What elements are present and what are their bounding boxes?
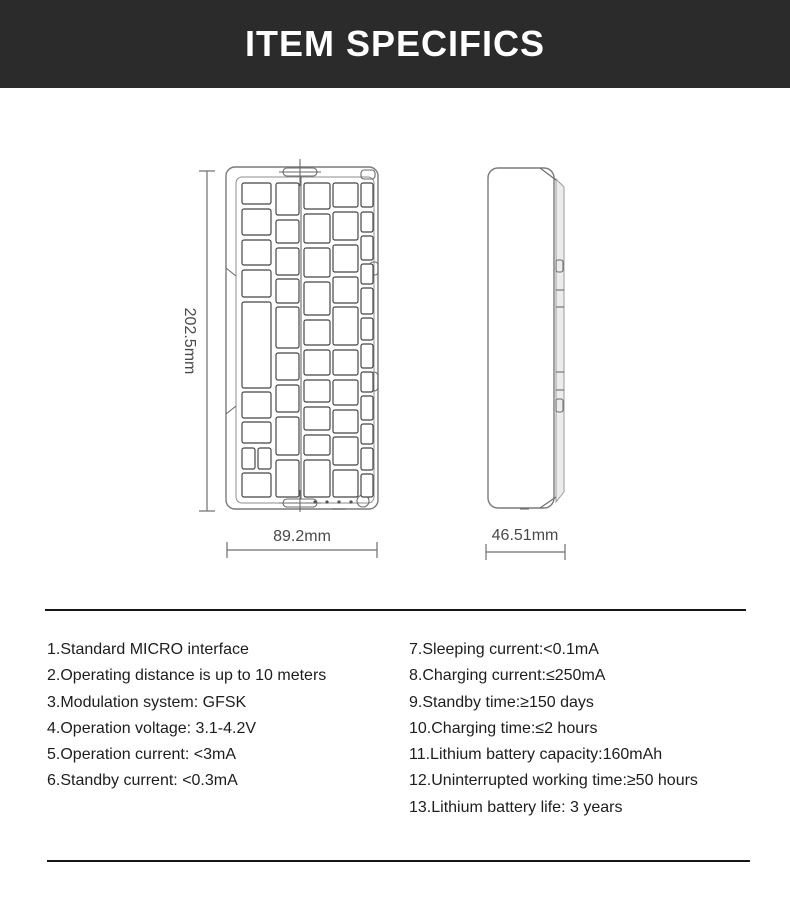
side-edge-strip	[556, 179, 564, 502]
key-grid	[242, 183, 373, 497]
spec-item: 13.Lithium battery life: 3 years	[409, 798, 623, 816]
spec-item: 2.Operating distance is up to 10 meters	[47, 667, 327, 685]
spec-item: 9.Standby time:≥150 days	[409, 693, 594, 711]
spec-item: 5.Operation current: <3mA	[47, 746, 236, 764]
side-width-dimension-line	[486, 544, 565, 560]
page-title: ITEM SPECIFICS	[244, 23, 546, 64]
spec-item: 10.Charging time:≤2 hours	[409, 719, 598, 737]
spec-item: 6.Standby current: <0.3mA	[47, 772, 238, 790]
spec-item: 1.Standard MICRO interface	[47, 641, 249, 658]
keyboard-front-view-drawing	[226, 159, 378, 512]
spec-item: 4.Operation voltage: 3.1-4.2V	[47, 719, 257, 737]
front-width-dimension-label: 89.2mm	[273, 528, 331, 545]
side-width-dimension-label: 46.51mm	[491, 527, 559, 544]
keyboard-side-view-drawing	[488, 168, 564, 509]
spec-item: 8.Charging current:≤250mA	[409, 667, 606, 685]
height-dimension-line	[199, 171, 215, 511]
front-height-dimension-label: 202.5mm	[181, 307, 198, 375]
spec-item: 7.Sleeping current:<0.1mA	[409, 641, 599, 658]
spec-item: 11.Lithium battery capacity:160mAh	[409, 746, 663, 764]
spec-item: 12.Uninterrupted working time:≥50 hours	[409, 772, 698, 790]
divider-bottom	[47, 860, 750, 862]
divider-top	[45, 609, 746, 611]
spec-item: 3.Modulation system: GFSK	[47, 693, 247, 711]
spec-column-right	[409, 637, 698, 821]
spec-column-left	[47, 637, 326, 795]
